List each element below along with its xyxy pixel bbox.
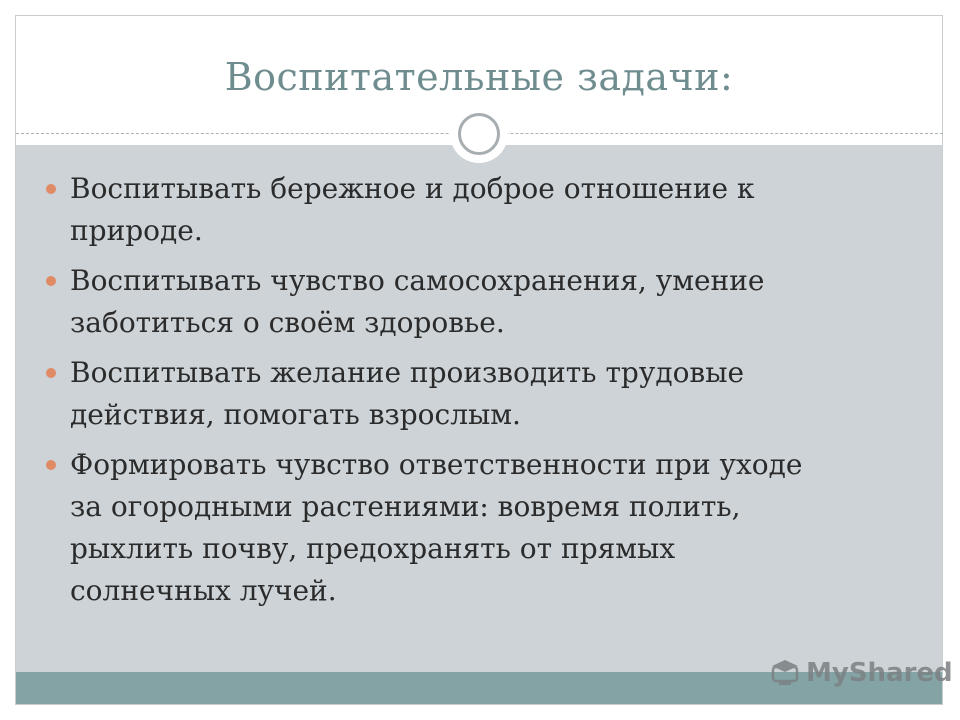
bullet-item bbox=[46, 260, 906, 344]
circle-ring-icon bbox=[458, 113, 500, 155]
bullet-item bbox=[46, 444, 906, 612]
bullet-line: природе. bbox=[70, 214, 203, 247]
bullet-dot-icon bbox=[46, 184, 56, 194]
bullet-line: Воспитывать желание производить трудовые bbox=[70, 356, 745, 389]
mortarboard-icon bbox=[770, 658, 800, 688]
bullet-line: Воспитывать чувство самосохранения, умение bbox=[70, 264, 765, 297]
bullet-item bbox=[46, 168, 906, 252]
bullet-item bbox=[46, 352, 906, 436]
bullet-list bbox=[46, 168, 906, 620]
bullet-line: за огородными растениями: вовремя полить, bbox=[70, 490, 741, 523]
bullet-line: солнечных лучей. bbox=[70, 574, 337, 607]
bullet-dot-icon bbox=[46, 368, 56, 378]
circle-ornament bbox=[450, 105, 508, 163]
bullet-dot-icon bbox=[46, 276, 56, 286]
bullet-line: Воспитывать бережное и доброе отношение к bbox=[70, 172, 755, 205]
slide-title: Воспитательные задачи: bbox=[224, 55, 734, 99]
bullet-dot-icon bbox=[46, 460, 56, 470]
bullet-line: рыхлить почву, предохранять от прямых bbox=[70, 532, 676, 565]
bullet-line: заботиться о своём здоровье. bbox=[70, 306, 505, 339]
bullet-line: Формировать чувство ответственности при уходе bbox=[70, 448, 803, 481]
watermark bbox=[770, 655, 953, 691]
watermark-text: MyShared bbox=[806, 658, 953, 688]
bullet-line: действия, помогать взрослым. bbox=[70, 398, 521, 431]
